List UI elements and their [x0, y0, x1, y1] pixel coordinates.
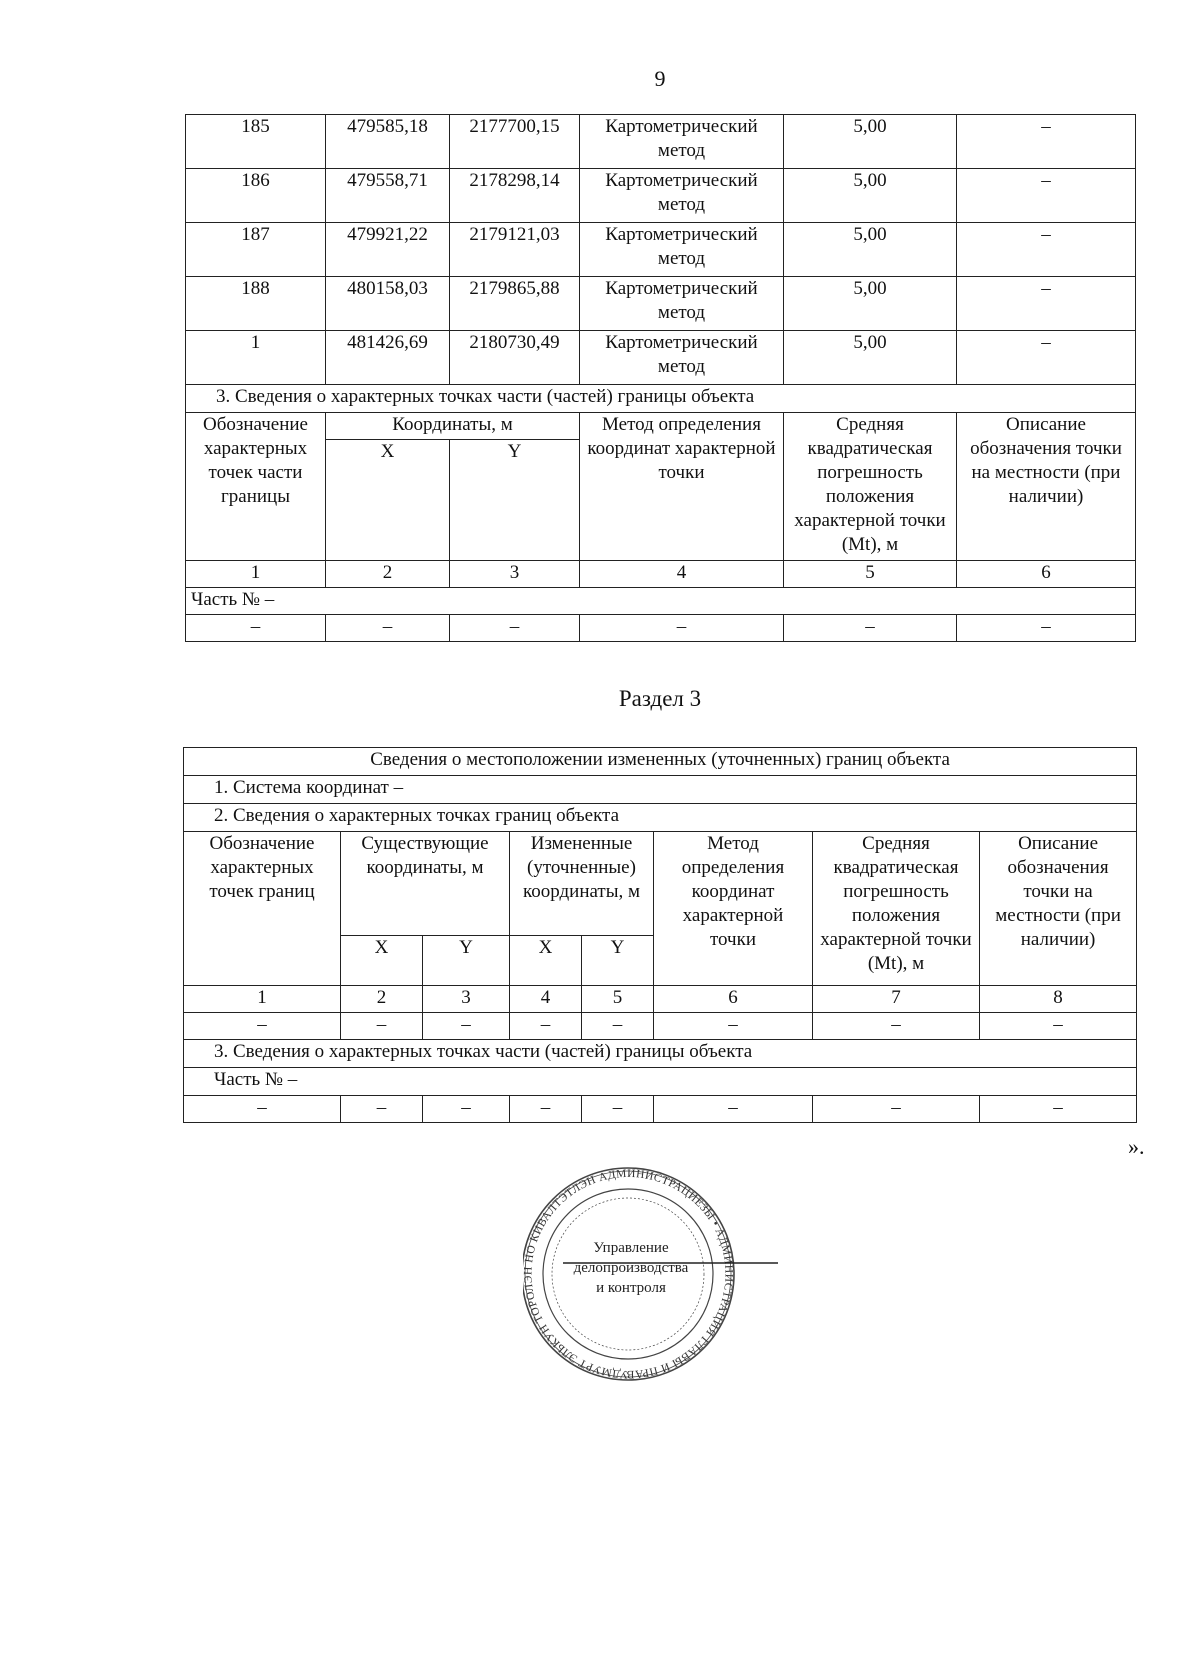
mt-value: 5,00: [784, 277, 957, 331]
dash-cell: –: [341, 1013, 423, 1040]
points-title: 2. Сведения о характерных точках границ объекта: [184, 804, 1137, 832]
column-number: 5: [784, 561, 957, 588]
x-coordinate: 480158,03: [326, 277, 450, 331]
stamp-seal: [523, 1164, 783, 1384]
coord-system-row: [184, 776, 1137, 804]
column-number: 8: [980, 986, 1137, 1013]
mt-value: 5,00: [784, 223, 957, 277]
column-number-row: [184, 986, 1137, 1013]
dash-cell: –: [582, 1013, 654, 1040]
dash-cell: –: [510, 1013, 582, 1040]
header-mt: Средняя квадратическая погрешность положения характерной точки (Mt), м: [813, 832, 980, 986]
header-y: Y: [582, 936, 654, 986]
dash-cell: –: [784, 615, 957, 642]
dash-cell: –: [423, 1013, 510, 1040]
dash-cell: –: [813, 1096, 980, 1123]
table-row: [186, 331, 1136, 385]
part-label: Часть № –: [186, 588, 1136, 615]
mt-value: 5,00: [784, 115, 957, 169]
point-number: 186: [186, 169, 326, 223]
part-row: [186, 588, 1136, 615]
dash-cell: –: [186, 615, 326, 642]
description: –: [957, 223, 1136, 277]
point-number: 188: [186, 277, 326, 331]
header-coordinates: Координаты, м: [326, 413, 580, 440]
boundary-points-table: [185, 114, 1136, 642]
stamp-center-line2: делопроизводства: [573, 1260, 689, 1276]
x-coordinate: 479921,22: [326, 223, 450, 277]
header-x: X: [341, 936, 423, 986]
dash-cell: –: [980, 1096, 1137, 1123]
points-title-row: [184, 804, 1137, 832]
table-row: [186, 615, 1136, 642]
point-number: 1: [186, 331, 326, 385]
header-y: Y: [450, 440, 580, 561]
part-points-title: 3. Сведения о характерных точках части (частей) границы объекта: [186, 385, 1136, 413]
column-number: 4: [580, 561, 784, 588]
x-coordinate: 479585,18: [326, 115, 450, 169]
header-existing-coordinates: Существующие координаты, м: [341, 832, 510, 936]
part-row: [184, 1068, 1137, 1096]
method: Картометрический метод: [580, 223, 784, 277]
description: –: [957, 277, 1136, 331]
header-row: [184, 832, 1137, 936]
x-coordinate: 479558,71: [326, 169, 450, 223]
dash-cell: –: [326, 615, 450, 642]
y-coordinate: 2180730,49: [450, 331, 580, 385]
header-x: X: [510, 936, 582, 986]
column-number: 5: [582, 986, 654, 1013]
column-number: 2: [326, 561, 450, 588]
column-number: 6: [654, 986, 813, 1013]
column-number: 3: [450, 561, 580, 588]
column-number: 6: [957, 561, 1136, 588]
column-number-row: [186, 561, 1136, 588]
stamp-outer-text: УДМУРТ ЭЛЬКУН ТОРОЛЭН НО КИВАЛТЭТЛЭН АДМИНИСТРАЦИЕЗЫ • АДМИНИСТРАЦИЯ ГЛАВЫ И ПРАВ: [523, 1167, 735, 1381]
header-x: X: [326, 440, 450, 561]
point-number: 187: [186, 223, 326, 277]
header-method: Метод определения координат характерной точки: [654, 832, 813, 986]
method: Картометрический метод: [580, 331, 784, 385]
section-title: Раздел 3: [618, 686, 702, 711]
table-row: [184, 1013, 1137, 1040]
header-description: Описание обозначения точки на местности (при наличии): [957, 413, 1136, 561]
changed-boundaries-table: [183, 747, 1137, 1123]
point-number: 185: [186, 115, 326, 169]
description: –: [957, 169, 1136, 223]
dash-cell: –: [580, 615, 784, 642]
y-coordinate: 2179121,03: [450, 223, 580, 277]
column-number: 1: [184, 986, 341, 1013]
y-coordinate: 2177700,15: [450, 115, 580, 169]
header-designation: Обозначение характерных точек части границы: [186, 413, 326, 561]
x-coordinate: 481426,69: [326, 331, 450, 385]
header-description: Описание обозначения точки на местности (при наличии): [980, 832, 1137, 986]
method: Картометрический метод: [580, 115, 784, 169]
dash-cell: –: [582, 1096, 654, 1123]
y-coordinate: 2178298,14: [450, 169, 580, 223]
dash-cell: –: [341, 1096, 423, 1123]
section-heading-row: [186, 385, 1136, 413]
closing-quote: ».: [1128, 1134, 1145, 1159]
stamp-center-line1: Управление: [593, 1240, 669, 1256]
dash-cell: –: [654, 1013, 813, 1040]
method: Картометрический метод: [580, 277, 784, 331]
dash-cell: –: [423, 1096, 510, 1123]
table-row: [186, 223, 1136, 277]
dash-cell: –: [450, 615, 580, 642]
dash-cell: –: [654, 1096, 813, 1123]
coordinate-system: 1. Система координат –: [184, 776, 1137, 804]
description: –: [957, 115, 1136, 169]
table-row: [186, 277, 1136, 331]
dash-cell: –: [957, 615, 1136, 642]
dash-cell: –: [813, 1013, 980, 1040]
page-number: 9: [654, 66, 666, 91]
method: Картометрический метод: [580, 169, 784, 223]
y-coordinate: 2179865,88: [450, 277, 580, 331]
header-mt: Средняя квадратическая погрешность положения характерной точки (Mt), м: [784, 413, 957, 561]
dash-cell: –: [510, 1096, 582, 1123]
dash-cell: –: [184, 1013, 341, 1040]
table-row: [184, 1096, 1137, 1123]
stamp-center-line3: и контроля: [596, 1280, 666, 1296]
header-y: Y: [423, 936, 510, 986]
description: –: [957, 331, 1136, 385]
column-number: 3: [423, 986, 510, 1013]
title-row: [184, 748, 1137, 776]
official-stamp: [523, 1164, 783, 1389]
part-points-title: 3. Сведения о характерных точках части (частей) границы объекта: [184, 1040, 1137, 1068]
column-number: 4: [510, 986, 582, 1013]
column-number: 7: [813, 986, 980, 1013]
dash-cell: –: [980, 1013, 1137, 1040]
header-row: [186, 413, 1136, 440]
dash-cell: –: [184, 1096, 341, 1123]
header-changed-coordinates: Измененные (уточненные) координаты, м: [510, 832, 654, 936]
header-designation: Обозначение характерных точек границ: [184, 832, 341, 986]
part-points-title-row: [184, 1040, 1137, 1068]
column-number: 2: [341, 986, 423, 1013]
mt-value: 5,00: [784, 169, 957, 223]
header-method: Метод определения координат характерной точки: [580, 413, 784, 561]
mt-value: 5,00: [784, 331, 957, 385]
table-row: [186, 115, 1136, 169]
part-label: Часть № –: [184, 1068, 1137, 1096]
table-row: [186, 169, 1136, 223]
table-title: Сведения о местоположении измененных (уточненных) границ объекта: [184, 748, 1137, 776]
column-number: 1: [186, 561, 326, 588]
